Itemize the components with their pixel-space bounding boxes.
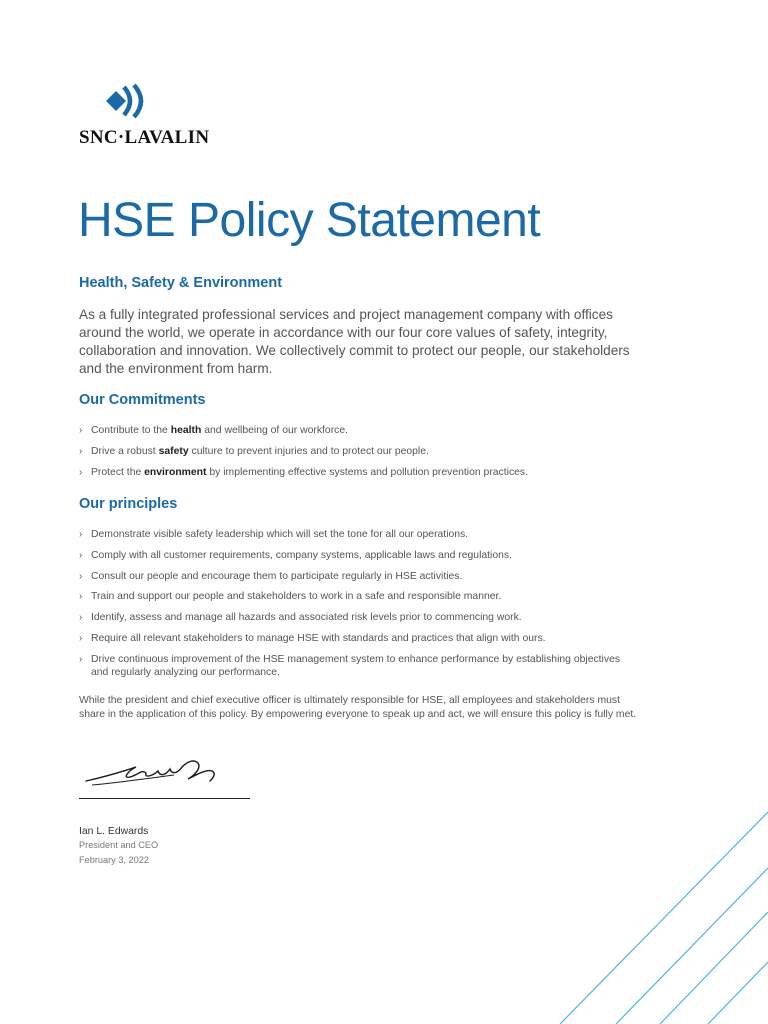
list-item: › Comply with all customer requirements, company systems, applicable laws and regulations. xyxy=(79,549,513,561)
signature-line xyxy=(79,798,250,799)
commitments-heading: Our Commitments xyxy=(79,392,206,408)
chevron-right-icon: › xyxy=(79,591,83,603)
intro-paragraph: As a fully integrated professional services and project management company with offices around the world, we operate in accordance with our four core values of safety, integrity, collaboration and innovation. We collectively commit to protect our people, our stakeholders and the environment from harm. xyxy=(79,307,630,376)
list-item: › Train and support our people and stakeholders to work in a safe and responsible manner. xyxy=(79,591,502,603)
principles-heading: Our principles xyxy=(79,496,178,512)
principles-list xyxy=(79,528,639,687)
chevron-right-icon: › xyxy=(79,425,83,436)
chevron-right-icon: › xyxy=(79,653,83,665)
chevron-right-icon: › xyxy=(79,445,83,457)
chevron-right-icon: › xyxy=(79,570,83,582)
list-item: › Drive a robust safety culture to prevent injuries and to protect our people. xyxy=(79,445,429,457)
signature-image xyxy=(84,755,244,789)
page-subtitle: Health, Safety & Environment xyxy=(79,275,283,291)
page-title: HSE Policy Statement xyxy=(78,194,541,247)
signer-name: Ian L. Edwards xyxy=(79,826,149,837)
list-item: › Contribute to the health and wellbeing of our workforce. xyxy=(79,425,349,436)
list-item: › Require all relevant stakeholders to manage HSE with standards and practices that align with ours. xyxy=(79,632,546,644)
list-item: › Consult our people and encourage them to participate regularly in HSE activities. xyxy=(79,570,463,582)
commitments-list xyxy=(79,424,639,486)
list-item: › Drive continuous improvement of the HSE management system to enhance performance by establishing objectives and regularly analyzing our performance. xyxy=(79,653,621,678)
signer-title: President and CEO xyxy=(79,840,159,850)
signer-date: February 3, 2022 xyxy=(79,855,149,865)
company-logo-icon xyxy=(102,82,150,120)
chevron-right-icon: › xyxy=(79,612,83,624)
closing-paragraph: While the president and chief executive officer is ultimately responsible for HSE, all employees and stakeholders must share in the application of this policy. By empowering everyone to speak up and act, we will ensure this policy is fully met. xyxy=(79,695,637,720)
list-item: › Protect the environment by implementing effective systems and pollution prevention practices. xyxy=(79,466,529,478)
list-item: › Demonstrate visible safety leadership which will set the tone for all our operations. xyxy=(79,529,469,540)
company-name: SNC·LAVALIN xyxy=(79,127,210,148)
chevron-right-icon: › xyxy=(79,549,83,561)
chevron-right-icon: › xyxy=(79,529,83,540)
chevron-right-icon: › xyxy=(79,632,83,644)
chevron-right-icon: › xyxy=(79,466,83,478)
list-item: › Identify, assess and manage all hazards and associated risk levels prior to commencing work. xyxy=(79,612,522,624)
